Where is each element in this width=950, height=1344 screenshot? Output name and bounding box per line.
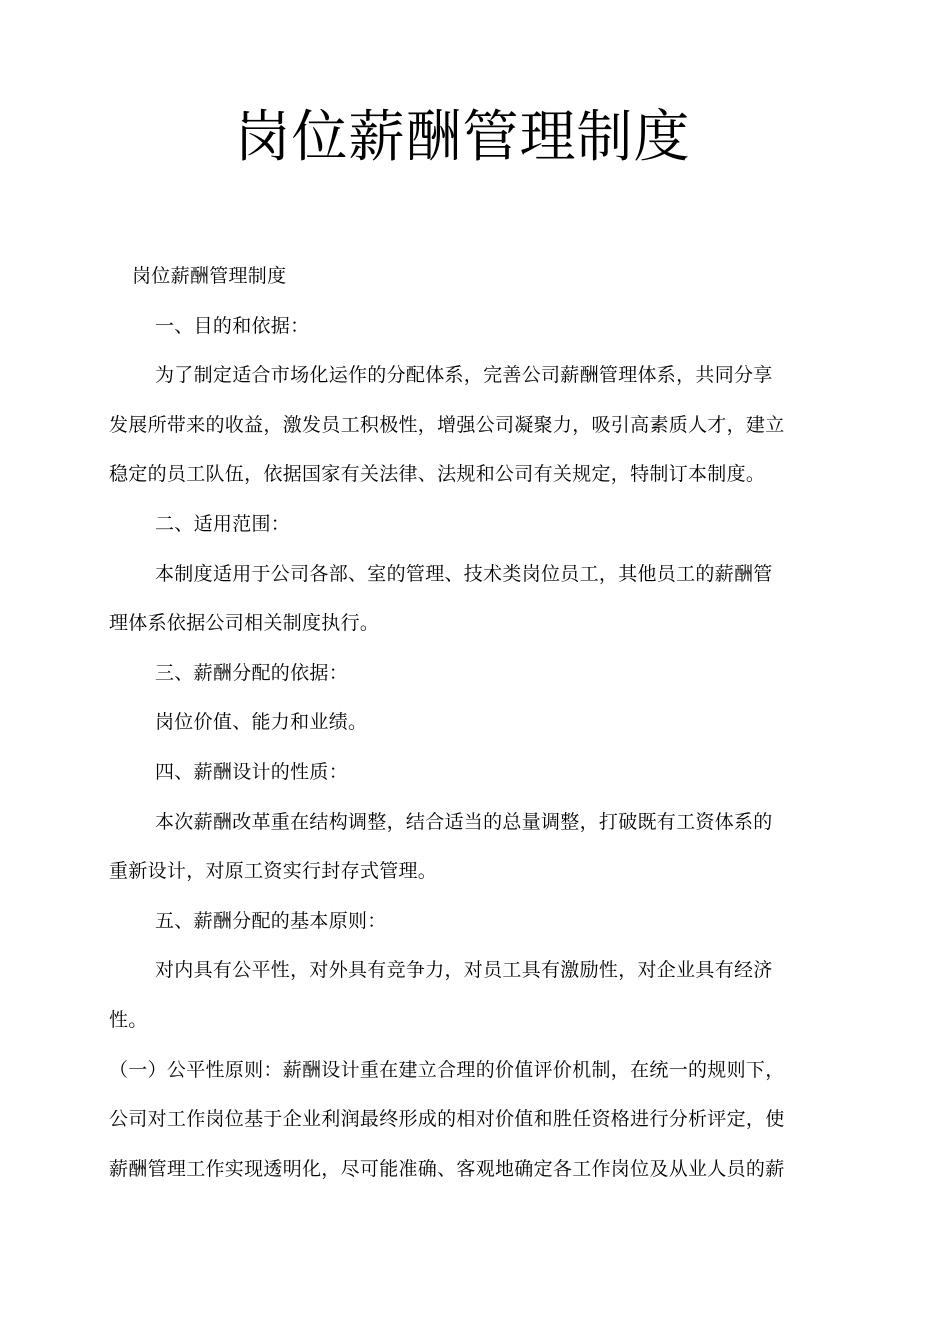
paragraph-line: 五、薪酬分配的基本原则： — [155, 909, 387, 932]
paragraph-line: 理体系依据公司相关制度执行。 — [109, 612, 380, 635]
paragraph-line: 为了制定适合市场化运作的分配体系，完善公司薪酬管理体系，共同分享 — [155, 364, 773, 387]
paragraph-line: 稳定的员工队伍，依据国家有关法律、法规和公司有关规定，特制订本制度。 — [109, 463, 766, 486]
paragraph-line: （一）公平性原则：薪酬设计重在建立合理的价值评价机制，在统一的规则下， — [109, 1058, 785, 1081]
paragraph-line: 薪酬管理工作实现透明化，尽可能准确、客观地确定各工作岗位及从业人员的薪 — [109, 1157, 785, 1180]
paragraph-line: 性。 — [109, 1008, 148, 1031]
paragraph-line: 对内具有公平性，对外具有竞争力，对员工具有激励性，对企业具有经济 — [155, 959, 773, 982]
paragraph-line: 一、目的和依据： — [155, 314, 310, 337]
paragraph-line: 发展所带来的收益，激发员工积极性，增强公司凝聚力，吸引高素质人才，建立 — [109, 413, 785, 436]
paragraph-line: 本次薪酬改革重在结构调整，结合适当的总量调整，打破既有工资体系的 — [155, 810, 773, 833]
paragraph-line: 岗位薪酬管理制度 — [132, 265, 287, 287]
paragraph-line: 重新设计，对原工资实行封存式管理。 — [109, 860, 438, 883]
paragraph-line: 四、薪酬设计的性质： — [155, 760, 349, 783]
document-title: 岗位薪酬管理制度 — [234, 105, 691, 170]
paragraph-line: 岗位价值、能力和业绩。 — [155, 711, 368, 734]
paragraph-line: 公司对工作岗位基于企业利润最终形成的相对价值和胜任资格进行分析评定，使 — [109, 1108, 785, 1131]
document-body — [109, 252, 821, 1194]
paragraph-line: 二、适用范围： — [155, 512, 291, 535]
paragraph-line: 本制度适用于公司各部、室的管理、技术类岗位员工，其他员工的薪酬管 — [155, 562, 773, 585]
paragraph-line: 三、薪酬分配的依据： — [155, 661, 349, 684]
